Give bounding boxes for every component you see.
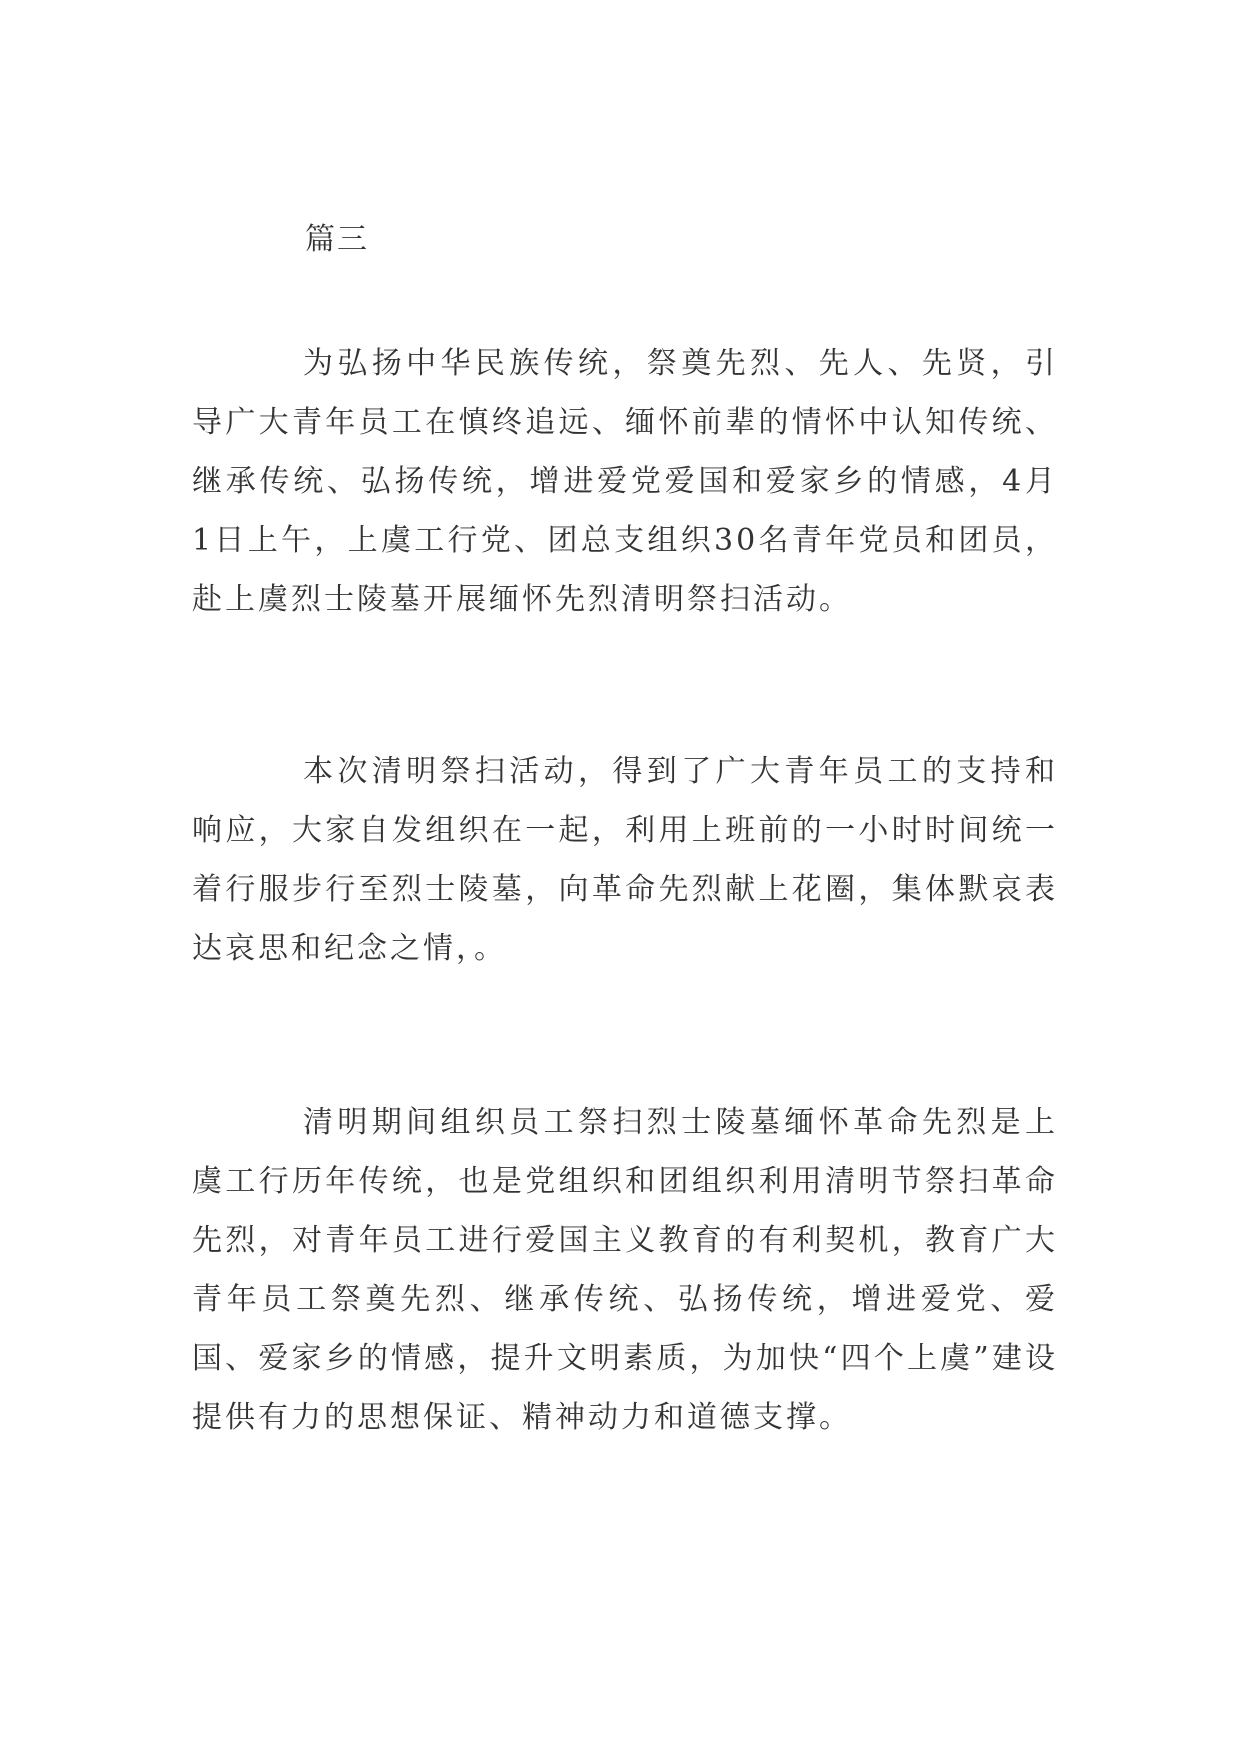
- document-heading: 篇三: [305, 222, 369, 257]
- paragraph-2: 本次清明祭扫活动，得到了广大青年员工的支持和响应，大家自发组织在一起，利用上班前的一小时时间统一着行服步行至烈士陵墓，向革命先烈献上花圈，集体默哀表达哀思和纪念之情，。: [192, 754, 1058, 966]
- paragraph-3: 清明期间组织员工祭扫烈士陵墓缅怀革命先烈是上虞工行历年传统，也是党组织和团组织利用清明节祭扫革命先烈，对青年员工进行爱国主义教育的有利契机，教育广大青年员工祭奠先烈、继承传统、弘扬传统，增进爱党、爱国、爱家乡的情感，提升文明素质，为加快“四个上虞”建设提供有力的思想保证、精神动力和道德支撑。: [192, 1105, 1058, 1435]
- paragraph-1: 为弘扬中华民族传统，祭奠先烈、先人、先贤，引导广大青年员工在慎终追远、缅怀前辈的情怀中认知传统、继承传统、弘扬传统，增进爱党爱国和爱家乡的情感，4月1日上午，上虞工行党、团总支组织30名青年党员和团员，赴上虞烈士陵墓开展缅怀先烈清明祭扫活动。: [192, 346, 1058, 617]
